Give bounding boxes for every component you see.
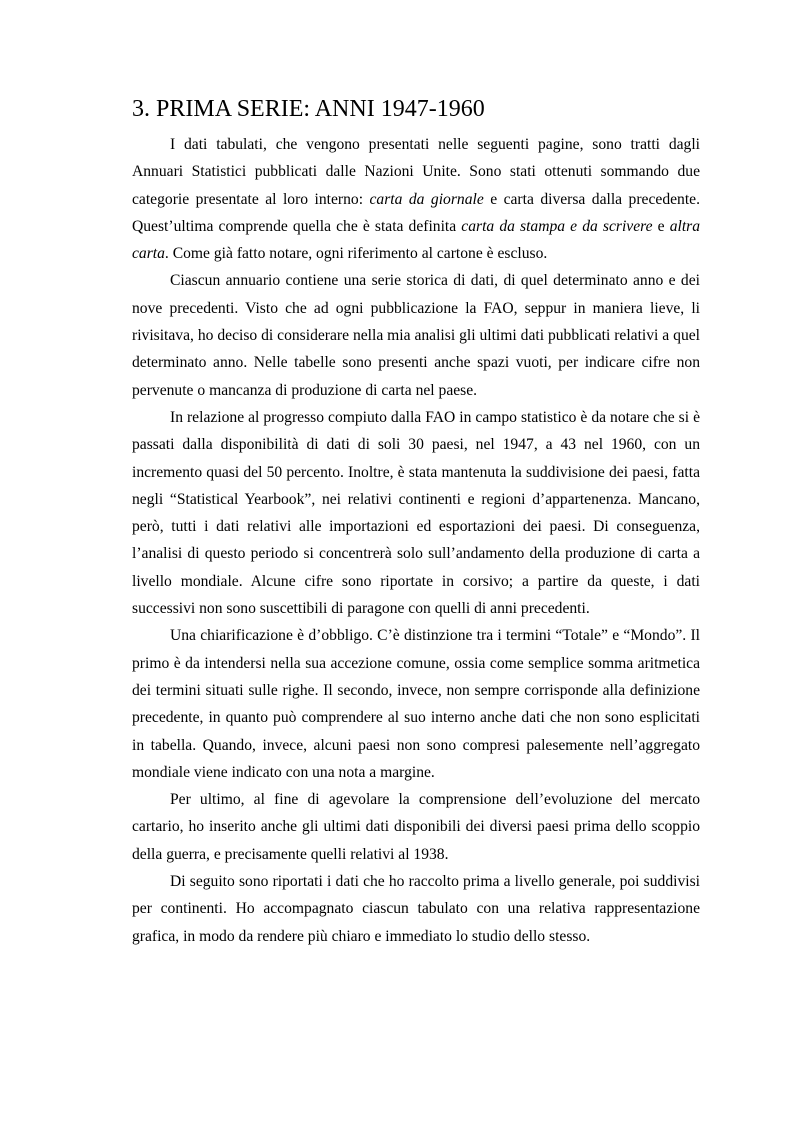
paragraph-text: Per ultimo, al fine di agevolare la comprensione dell’evoluzione del mercato cartario, ho inserito anche gli ultimi dati disponibili dei diversi paesi prima dello scoppio della guerra, e precisamente quelli relativi al 1938.: [132, 791, 700, 863]
paragraph-1: [132, 131, 700, 267]
paragraph-2: [132, 267, 700, 403]
paragraph-text: I dati tabulati, che vengono presentati nelle seguenti pagine, sono tratti dagli Annuari Statistici pubblicati dalle Nazioni Unite. Sono stati ottenuti sommando due categorie presentate al loro interno:: [132, 136, 700, 208]
document-page: [132, 95, 700, 950]
paragraph-6: [132, 868, 700, 950]
paragraph-text: Una chiarificazione è d’obbligo. C’è distinzione tra i termini “Totale” e “Mondo”. Il primo è da intendersi nella sua accezione comune, ossia come semplice somma aritmetica dei termini situati sulle righe. Il secondo, invece, non sempre corrisponde alla definizione precedente, in quanto può comprendere al suo interno anche dati che non sono esplicitati in tabella. Quando, invece, alcuni paesi non sono compresi palesemente nell’aggregato mondiale viene indicato con una nota a margine.: [132, 627, 700, 781]
paragraph-text: In relazione al progresso compiuto dalla FAO in campo statistico è da notare che si è passati dalla disponibilità di dati di soli 30 paesi, nel 1947, a 43 nel 1960, con un incremento quasi del 50 percento. Inoltre, è stata mantenuta la suddivisione dei paesi, fatta negli “Statistical Yearbook”, nei relativi continenti e regioni d’appartenenza. Mancano, però, tutti i dati relativi alle importazioni ed esportazioni dei paesi. Di conseguenza, l’analisi di questo periodo si concentrerà solo sull’andamento della produzione di carta a livello mondiale. Alcune cifre sono riportate in corsivo; a partire da queste, i dati successivi non sono suscettibili di paragone con quelli di anni precedenti.: [132, 408, 700, 618]
paragraph-text: Ciascun annuario contiene una serie storica di dati, di quel determinato anno e dei nove precedenti. Visto che ad ogni pubblicazione la FAO, seppur in maniera lieve, li rivisitava, ho deciso di considerare nella mia analisi gli ultimi dati pubblicati relativi a quel determinato anno. Nelle tabelle sono presenti anche spazi vuoti, per indicare cifre non pervenute o mancanza di produzione di carta nel paese.: [132, 272, 700, 399]
italic-term: carta da giornale: [369, 190, 484, 208]
italic-term: altra carta: [132, 217, 701, 263]
paragraph-5: [132, 786, 700, 868]
paragraph-4: [132, 622, 700, 786]
paragraph-3: [132, 404, 700, 622]
paragraph-text: e carta diversa dalla precedente. Quest’ultima comprende quella che è stata definita: [132, 190, 700, 235]
paragraph-text: e: [652, 217, 670, 235]
paragraph-text: . Come già fatto notare, ogni riferimento al cartone è escluso.: [164, 245, 548, 263]
section-title: 3. PRIMA SERIE: ANNI 1947-1960: [132, 96, 485, 122]
paragraph-text: Di seguito sono riportati i dati che ho raccolto prima a livello generale, poi suddivisi per continenti. Ho accompagnato ciascun tabulato con una relativa rappresentazione grafica, in modo da rendere più chiaro e immediato lo studio dello stesso.: [132, 873, 700, 945]
italic-term: carta da stampa e da scrivere: [461, 217, 653, 235]
